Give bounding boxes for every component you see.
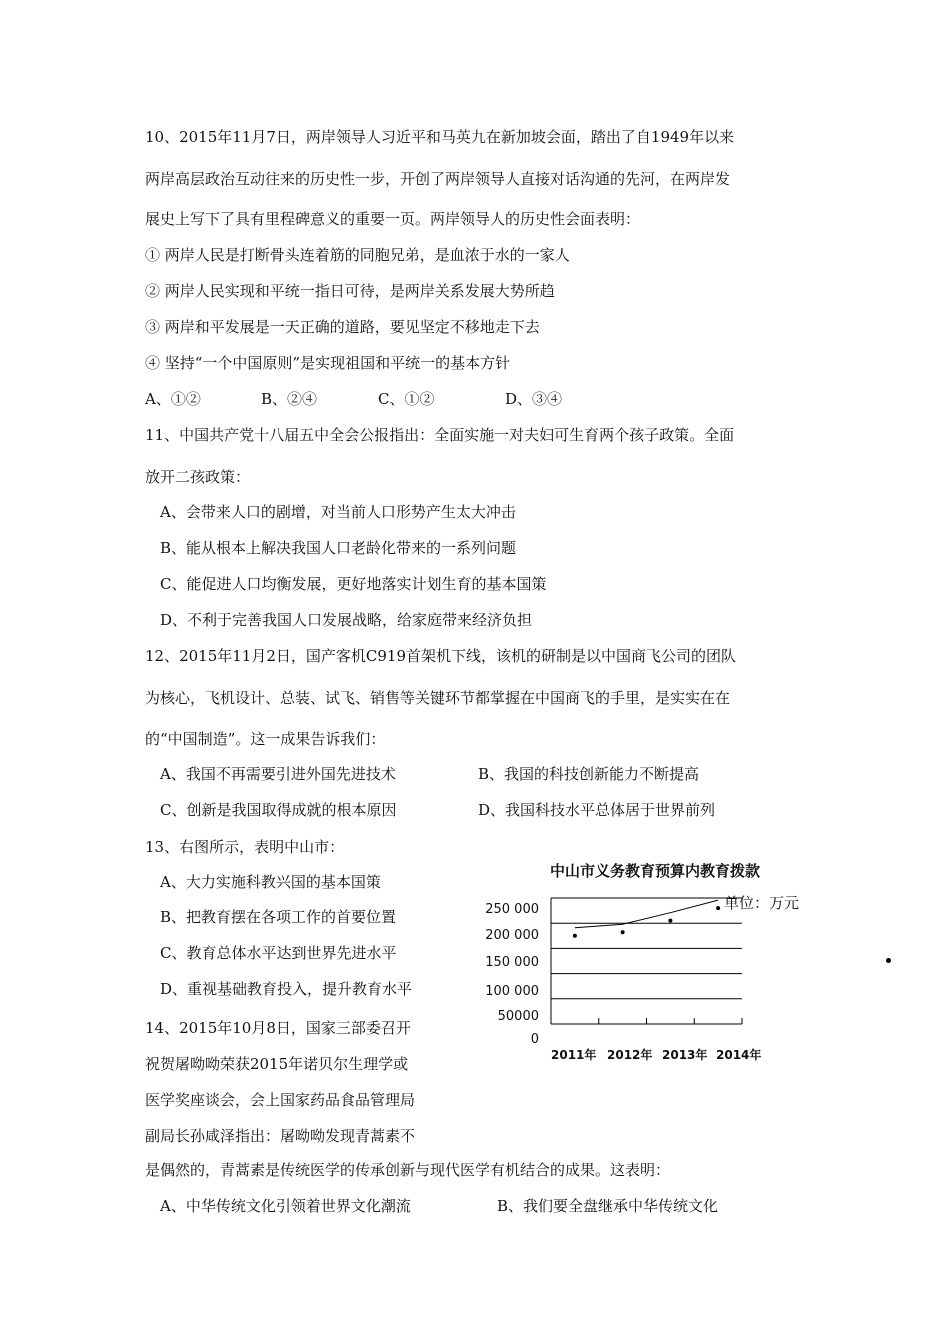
q14-option-a: A、中华传统文化引领着世界文化潮流: [160, 1197, 411, 1215]
q10-line: 两岸高层政治互动往来的历史性一步，开创了两岸领导人直接对话沟通的先河，在两岸发: [145, 170, 731, 188]
q14-line: 医学奖座谈会，会上国家药品食品管理局: [145, 1091, 416, 1109]
q13-stem: 13、右图所示，表明中山市：: [145, 838, 345, 856]
q11-option-b: B、能从根本上解决我国人口老龄化带来的一系列问题: [160, 539, 517, 557]
q11-option-c: C、能促进人口均衡发展，更好地落实计划生育的基本国策: [160, 575, 547, 593]
y-tick-label: 50000: [497, 1009, 539, 1024]
q12-line: 12、2015年11月2日，国产客机C919首架机下线，该机的研制是以中国商飞公司的团队: [145, 647, 737, 665]
q10-statement: ③ 两岸和平发展是一天正确的道路，要见坚定不移地走下去: [145, 318, 540, 336]
x-tick-label: 2012年: [607, 1048, 653, 1062]
q14-line: 副局长孙咸泽指出：屠呦呦发现青蒿素不: [145, 1127, 416, 1145]
q10-option-b: B、②④: [261, 390, 318, 408]
q10-option-c: C、①②: [378, 390, 435, 408]
x-tick-label: 2013年: [662, 1048, 708, 1062]
y-tick-label: 0: [530, 1032, 539, 1047]
q14-option-b: B、我们要全盘继承中华传统文化: [497, 1197, 719, 1215]
q11-option-a: A、会带来人口的剧增，对当前人口形势产生太大冲击: [160, 503, 516, 521]
q12-line: 的“中国制造”。这一成果告诉我们：: [145, 730, 386, 748]
q13-option-c: C、教育总体水平达到世界先进水平: [160, 944, 397, 962]
y-tick-label: 200 000: [485, 928, 539, 943]
q12-option-d: D、我国科技水平总体居于世界前列: [478, 801, 716, 819]
data-point: [621, 930, 625, 934]
stray-dot: [886, 958, 891, 963]
y-tick-label: 250 000: [485, 902, 539, 917]
data-point: [668, 919, 672, 923]
q10-statement: ④ 坚持“一个中国原则”是实现祖国和平统一的基本方针: [145, 354, 511, 372]
q10-statement: ② 两岸人民实现和平统一指日可待，是两岸关系发展大势所趋: [145, 282, 555, 300]
x-tick-label: 2014年: [716, 1048, 762, 1062]
q10-line: 10、2015年11月7日，两岸领导人习近平和马英九在新加坡会面，踏出了自1949年以来: [145, 128, 735, 146]
q13-option-a: A、大力实施科教兴国的基本国策: [160, 873, 381, 891]
y-tick-label: 150 000: [485, 955, 539, 970]
data-point: [716, 906, 720, 910]
y-tick-label: 100 000: [485, 984, 539, 999]
q10-line: 展史上写下了具有里程碑意义的重要一页。两岸领导人的历史性会面表明：: [145, 210, 641, 228]
q11-line: 放开二孩政策：: [145, 468, 251, 486]
q14-line: 是偶然的，青蒿素是传统医学的传承创新与现代医学有机结合的成果。这表明：: [145, 1161, 671, 1179]
chart-title: 中山市义务教育预算内教育拨款: [550, 862, 761, 880]
q13-option-d: D、重视基础教育投入，提升教育水平: [160, 980, 413, 998]
q12-option-a: A、我国不再需要引进外国先进技术: [160, 765, 396, 783]
q12-line: 为核心，飞机设计、总装、试飞、销售等关键环节都掌握在中国商飞的手里，是实实在在: [145, 689, 731, 707]
q14-line: 14、2015年10月8日，国家三部委召开: [145, 1019, 411, 1037]
q10-statement: ① 两岸人民是打断骨头连着筋的同胞兄弟，是血浓于水的一家人: [145, 246, 570, 264]
q12-option-b: B、我国的科技创新能力不断提高: [478, 765, 700, 783]
q13-option-b: B、把教育摆在各项工作的首要位置: [160, 908, 397, 926]
q14-line: 祝贺屠呦呦荣获2015年诺贝尔生理学或: [145, 1055, 409, 1073]
data-point: [573, 934, 577, 938]
q10-option-a: A、①②: [145, 390, 201, 408]
x-tick-label: 2011年: [551, 1048, 597, 1062]
q10-option-d: D、③④: [505, 390, 563, 408]
chart-unit-label: 单位：万元: [724, 894, 800, 912]
q12-option-c: C、创新是我国取得成就的根本原因: [160, 801, 397, 819]
q11-line: 11、中国共产党十八届五中全会公报指出：全面实施一对夫妇可生育两个孩子政策。全面: [145, 426, 735, 444]
q11-option-d: D、不利于完善我国人口发展战略，给家庭带来经济负担: [160, 611, 533, 629]
